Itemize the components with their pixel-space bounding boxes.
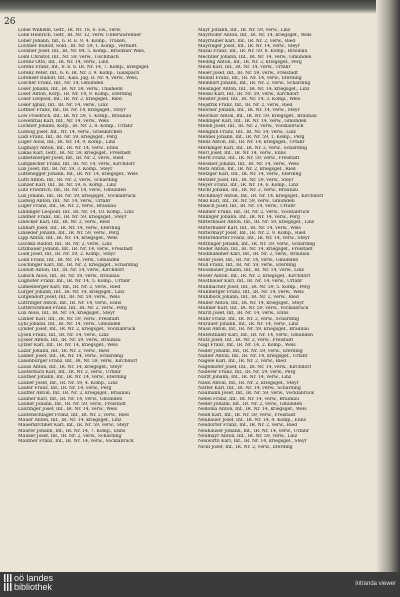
register-entry: Lochner Rudolf, Sold., IR. Nr. 59, 1. Komp., vermißt. [18,44,138,50]
register-entry: Lüftenegger Johann, Inf., IR. Nr. 14, kriegsgef., Wels [18,172,138,178]
register-entry: Müllner Karl, Inf., IR. Nr. 59, verw., Vöcklabruck [198,305,309,311]
register-entry: Mauerkirchner Karl, Inf., IR. Nr. 59, verw., Steyr [18,423,129,429]
register-entry: Mennel Johann, Inf., IR. Nr. 59, 1. Komp., Perg [198,134,305,140]
register-entry: Naumann Josef, Inf., IR. Nr. 59, verw., Vöcklabruck [198,391,315,397]
register-entry: Merkinger Karl, Inf., IR. Nr. 2, verw., Schärding [198,145,308,151]
register-entry: Laxner Josef, Inf., IR. Nr. 14, verw., Schärding [18,353,123,359]
register-entry: Nebel Franz, Inf., IR. Nr. 14, verw., Braunau [198,396,299,402]
register-entry: Mitterhuber Karl, Inf., IR. Nr. 14, verw., Wels [198,225,301,231]
register-entry: Litzlbauer Johann, Inf., IR. Nr. 14, verw., Freistadt [18,247,133,253]
register-entry: Lazar Johann, Inf., IR. Nr. 2, verw., Ried [18,348,109,354]
register-entry: Luxner Karl, Inf., IR. Nr. 59, verw., Freistadt [18,316,120,322]
register-entry: Linecker Karl, Inf., IR. Nr. 2, verw., Ried [18,220,110,226]
register-entry: Lüger Franz, Inf., IR. Nr. 2, verw., Braunau [18,204,117,210]
register-entry: Launer Johann, Inf., IR. Nr. 59, verw., Freistadt [18,402,126,408]
register-entry: Melcher Johann, Inf., IR. Nr. 14, verw., Steyr [198,108,300,114]
logo-bars-icon [4,583,12,591]
register-entry: Meister Josef, Inf., IR. Nr. 14, 3. Komp., Wels [198,97,301,103]
register-entry: Melchior Anton, Inf., IR. Nr. 59, kriegsgef., Braunau [198,113,317,119]
right-column [198,28,374,450]
logo-bars-icon [4,574,12,582]
register-entry: Loser Ignaz, Inf., IR. Nr. 14, verw., Linz [18,102,108,108]
register-entry: Mertl Franz, Inf., IR. Nr. 59, verw., Freistadt [198,156,300,162]
register-entry: Lughofer Franz, Inf., IR. Nr. 14, 5. Komp., Urfahr [18,279,131,285]
viewer-footer [0,572,400,597]
register-entry: Loser Anton, Korp., IR. Nr. 14, 9. Komp., Eferding [18,92,132,98]
register-entry: Meissl Karl, Inf., IR. Nr. 59, verw., Kirchdorf [198,92,299,98]
register-entry: Moder Anton, Inf., IR. Nr. 14, kriegsgef., Freistadt [198,247,313,253]
register-entry: Löw Friedrich, Inf., IR. Nr. 59, 1. Komp., Braunau [18,113,132,119]
register-entry: Müller Anton, Inf., IR. Nr. 14, kriegsgef., Steyr [198,300,305,306]
register-entry: Lipp Anton, Inf., IR. Nr. 14, kriegsgef., Wels [18,236,118,242]
register-entry: Naderer Franz, Inf., IR. Nr. 59, verw., Perg [198,370,296,375]
register-entry: Narzt Johann, Inf., IR. Nr. 14, verw., Linz [198,375,292,381]
register-entry: Ludwig Josef, Inf., Nr. 14, verw., Grieskirchen [18,129,122,135]
register-entry: Lybl Johann, Inf., IR. Nr. 14, verw., Gmunden [18,321,121,327]
register-entry: Millinger Johann, Inf., IR. Nr. 14, verw., Perg [198,215,300,221]
register-entry: Neuhauser Johann, Inf., IR. Nr. 14, verw., Urfahr [198,428,309,434]
page-gutter-shadow [376,0,400,572]
register-entry: Mürzl Josef, Inf., IR. Nr. 14, verw., Enns [198,311,289,317]
register-entry: Nagelhofer Josef, Inf., IR. Nr. 14, verw., Kirchdorf [198,364,312,370]
register-entry: Nagl Franz, Inf., IR. Nr. 14, 2. Komp., Wels [198,343,296,349]
register-entry: Lauringer Josef, Inf., IR. Nr. 14, verw., Wels [18,407,117,413]
register-entry: Lauss Anton, Inf., IR. Nr. 14, kriegsgef., Steyr [18,364,123,370]
register-entry: Löwenthal Karl, Inf., Nr. 14, verw., Wels [18,118,109,124]
page-number: 26 [4,17,16,27]
register-entry: Lockner Josef, Inf., IR. Nr. 84, 5. Komp., Bruckner Wels, [18,49,146,55]
register-entry: Lüttringer Anton, Inf., IR. Nr. 14, verw., Enns [18,300,122,306]
register-entry: Murauer Johann, Inf., IR. Nr. 14, verw., Linz [198,321,299,327]
register-entry: Nedoma Anton, Inf., IR. Nr. 14, kriegsgef., Wels [198,407,307,413]
register-entry: Neubauer Josef, Inf., IR. Nr. 14, 4. Komp., Enns [198,418,306,424]
register-entry: Lux Alois, Inf., IR. Nr. 14, kriegsgef., Steyr [18,311,115,317]
register-entry: Nadler Anton, Inf., IR. Nr. 14, kriegsgef., Urfahr [198,353,308,359]
register-entry: Loibl Christof, Inf., Nr. 59, verw., Tischlbach [18,54,119,60]
register-entry: Moser Anton, Inf., IR. Nr. 2, kriegsgef., Kirchdorf [198,273,311,279]
register-entry: Meidl Karl, Inf., IR. Nr. 14, verw., Urfahr [198,65,291,71]
register-entry: Neudorfer Franz, Inf., IR. Nr. 2, verw., Ried [198,423,298,429]
register-entry: Luger Alois, Inf., IR. Nr. 14, 9. Komp., Linz [18,140,116,146]
register-entry: Loidolt Anton, Inf., IR. Nr. 14, verw., Kirchdorf [18,268,124,274]
register-entry: Messner Johann, Inf., IR. Nr. 14, verw., Wels [198,161,299,167]
register-entry: Löscher Franz, Inf., Nr. 14, Gmunden [18,81,104,87]
library-logo[interactable] [4,574,53,592]
register-entry: Mechtler Johann, Inf., IR. Nr. 14, verw., Gmunden [198,54,312,60]
register-entry: Luckner Johann, Korp., IR. Nr. 2, 8. Komp., Urfahr [18,124,133,130]
register-entry: Mazal Franz, Inf., IR. Nr. 59, 8. Komp., Braunau [198,49,308,55]
register-entry: Lober Johann, Inf., 6. R. E. 9, 4. Komp., Traxen. [18,38,127,44]
register-entry: Mayrhofer Anton, Inf., IR. Nr. 14, kriegsgef., Wels [198,33,312,39]
register-entry: Miksch Josef, Inf., IR. Nr. 14, verw., Urfahr [198,204,296,210]
register-entry: Mikl Karl, Inf., IR. Nr. 59, verw., Gmunden [198,199,295,204]
register-entry: Mühlböck Johann, Inf., IR. Nr. 2, verw., Ried [198,295,299,301]
register-entry: Menghin Franz, Inf., IR. Nr. 14, verw., Linz [198,129,296,135]
register-entry: Mitterbauer Anton, Inf., IR. Nr. 59, kriegsgef., Linz [198,220,315,226]
register-entry: Lautenschlager Franz, Inf., IR. Nr. 2, verw., Ried [18,412,129,418]
register-entry: Lux Josef, Inf., IR. Nr. 59, 3. Komp., Steyr [18,166,113,172]
register-entry: Neder Johann, Inf., IR. Nr. 2, verw., Gmunden [198,402,303,408]
register-entry: Loibl Franz, Inf., IR. Nr. 14, verw., Gmunden [18,257,120,263]
register-entry: Moosbauer Johann, Inf., IR. Nr. 14, verw., Linz [198,268,304,274]
register-entry: Meier Josef, Inf., IR. Nr. 59, verw., Freistadt [198,70,298,76]
register-entry: Musil Anton, Inf., IR. Nr. 59, kriegsgef., Braunau [198,327,309,333]
register-entry: Nagele Karl, Inf., IR. Nr. 2, verw., Ried [198,359,286,365]
register-entry: Moll Franz, Inf., IR. Nr. 59, verw., Eferding [198,263,296,269]
register-entry: Mayringer Josef, Inf., IR. Nr. 14, verw., Steyr [198,44,300,50]
register-entry: Merl Josef, Inf., IR. Nr. 14, verw., Enns [198,150,286,156]
register-entry: Neuwirth Karl, Inf., IR. Nr. 14, kriegsgef., Steyr [198,439,307,445]
register-entry: Mejstrik Franz, Inf., IR. Nr. 2, verw., Ried [198,102,293,108]
register-entry: Laufer Franz, Inf., IR. Nr. 14, verw., Perg [18,386,112,392]
register-entry: Luksch Alois, Inf., IR. Nr. 59, verw., Braunau [18,273,120,279]
register-entry: Lukas Karl, Gefr., IR. Nr. 59, kriegsgef., Freistadt [18,150,131,156]
register-entry: Lütgendorf Josef, Inf., IR. Nr. 59, verw., Wels [18,295,120,301]
register-entry: Lauterbach Karl, Inf., IR. Nr. 2, verw., Urfahr [18,370,121,375]
register-entry: Loichinger Karl, Inf., IR. Nr. 2, kriegsgef., Schärding [18,263,138,269]
register-entry: Mendl Josef, Inf., IR. Nr. 2, verw., Vöcklabruck [198,124,304,130]
register-entry: Mildner Franz, Inf., IR. Nr. 2, verw., Vöcklabruck [198,209,310,215]
register-entry: Muhr Franz, Inf., IR. Nr. 2, verw., Schärding [198,316,300,322]
register-entry: Lautner Johann, Inf., IR. Nr. 14, verw., Eferding [18,375,127,381]
register-entry: Mellinger Karl, Inf., IR. Nr. 14, verw., Gmunden [198,118,307,124]
register-entry: Lobe Heinrich, Gefr., IR. Nr. 12, verw. Unterwarenner [18,33,142,39]
register-entry: Maurer Johann, Inf., IR. Nr. 14, 7. Komp., Enns [18,428,126,434]
register-entry: Lynder Josef, Inf., IR. Nr. 2, kriegsgef., Vöcklabruck [18,327,136,333]
register-entry: Nickl Josef, Inf., IR. Nr. 2, verw., Eferding [198,444,293,450]
register-entry: Mutz Josef, Inf., IR. Nr. 2, verw., Freistadt [198,337,294,343]
register-entry: Meindl Franz, Inf., IR. Nr. 14, verw., Eferding [198,76,302,82]
register-entry: Lauber Josef, Inf., IR. Nr. 59, 4. Komp., Linz [18,380,118,386]
register-entry: Lumesberger Karl, Inf., IR. Nr. 2, verw., Ried [18,284,121,290]
register-entry: Meinhart Johann, Inf., IR. Nr. 2, verw., Schärding [198,81,311,87]
register-entry: Meding Anton, Inf., IR. Nr. 2, kriegsgef., Perg [198,60,302,66]
page-fold-shadow [0,0,400,14]
register-entry: Lorenzer Rudolf, Inf., Kais. Jäg. R. Nr. 4, verw., Wels, [18,76,139,82]
register-entry: Metzler Josef, Inf., IR. Nr. 59, verw., Steyr [198,177,294,183]
register-entry: Mühlbacher Josef, Inf., IR. Nr. 59, 5. Komp., Perg [198,284,310,290]
register-entry: Lumetsberger Josef, Inf., IR. Nr. 2, verw., Ried [18,156,124,162]
logo-line-1: oö landes [14,573,54,583]
register-entry: Mitterndorfer Franz, Inf., IR. Nr. 14, verw., Steyr [198,236,310,242]
register-entry: Mayrhuber Karl, Inf., IR. Nr. 2, verw., Ried [198,38,296,44]
register-entry: Meisinger Anton, Inf., IR. Nr. 14, kriegsgef., Linz [198,86,310,92]
register-entry: Lüftl Anton, Inf., IR. Nr. 2, verw., Schärding [18,177,118,183]
register-entry: Metz Anton, Inf., IR. Nr. 2, kriegsgef., Ried [198,166,296,172]
register-entry: Laumer Karl, Inf., IR. Nr. 14, verw., Gmunden [18,396,123,402]
register-entry: Lorenz Peter, Inf., 6. 6. IR. Nr. 3, 9. Komp., Gallspach [18,70,140,76]
register-entry: Mayr Johann, Inf., IR. Nr. 59, verw., Linz [198,28,291,33]
register-entry: Lindinger Leopold, Inf., IR. Nr. 14, 10. Komp., Linz [18,209,134,215]
register-entry: Mittlinger Johann, Inf., IR. Nr. 59, verw., Schärding [198,241,316,247]
register-entry: Lutterschmied Franz, Inf., IR. Nr. 2, verw., Perg [18,305,127,311]
register-entry: Neidl Karl, Inf., IR. Nr. 59, verw., Freistadt [198,412,296,418]
register-entry: Nassl Anton, Inf., IR. Nr. 2, kriegsgef., Steyr [198,380,299,386]
register-entry: Lorenz Otto, Inf., IR. Nr. 14, verw., Linz. [18,60,110,66]
register-entry: Lutz Friedrich, Inf., IR. Nr. 14, verw., Gmunden [18,188,127,194]
register-entry: Mauser Josef, Inf., IR. Nr. 2, verw., Schärding [18,434,122,440]
register-entry: Mutenthaler Karl, Inf., IR. Nr. 14, verw., Gmunden [198,332,313,338]
register-entry: Lysek Franz, Inf., IR. Nr. 14, verw., Linz [18,332,109,338]
register-entry: Natter Karl, Inf., IR. Nr. 14, verw., Schärding [198,386,301,392]
register-entry: Michl Johann, Inf., IR. Nr. 2, verw., Braunau [198,188,299,194]
register-entry: Metzger Karl, Inf., IR. Nr. 14, verw., Eferding [198,172,302,178]
register-entry: Lindner Franz, Inf., IR. Nr. 59, kriegsgef., Steyr [18,215,127,221]
register-entry: Lysser Anton, Inf., IR. Nr. 59, verw., Braunau [18,337,121,343]
register-entry: Loser Johann, Inf., IR. Nr. 59, verw., Thalheim [18,86,123,92]
register-entry: Mittermayr Josef, Inf., IR. Nr. 2, 9. Komp., Ried [198,231,306,237]
register-entry: Lunzer Karl, Inf., IR. Nr. 59, 6. Komp., Linz [18,182,117,188]
register-entry: Neumayr Anton, Inf., IR. Nr. 59, verw., Linz [198,434,298,440]
register-entry: Lugmayr Anton, Inf., IR. Nr. 14, verw., Enns [18,145,119,151]
register-entry: Lurger Johann, Inf., IR. Nr. 14, kriegsgef., Linz [18,289,125,295]
register-entry: Linhart Josef, Inf., IR. Nr. 14, verw., Eferding [18,225,121,231]
register-entry: Lischka Rudolf, Inf., IR. Nr. 2, verw., Linz [18,241,112,247]
register-entry: Michlmayr Anton, Inf., IR. Nr. 14, kriegsgef., Kirchdorf [198,193,324,199]
register-entry: Linseder Johann, Inf., IR. Nr. 59, verw., Perg [18,231,120,237]
logo-line-2: bibliothek [14,582,53,592]
register-entry: Laxenburger Franz, Inf., IR. Nr. 59, verw., Kirchdorf [18,359,138,365]
register-entry: Lux Johann, Inf., IR. Nr. 59, kriegsgef., Vöcklabruck [18,193,136,199]
register-entry: Lauffer Anton, Inf., IR. Nr. 2, kriegsgef., Braunau [18,391,131,397]
register-entry: Loser Leopold, Inf., IR. Nr. 2, kriegsgef., Ried [18,97,122,103]
register-entry: Meyer Franz, Inf., IR. Nr. 14, 6. Komp., Linz [198,182,299,188]
register-entry: Ludl Franz, Inf., IR. Nr. 59, kriegsgef., Perg [18,134,118,140]
register-entry: Mostbauer Karl, Inf., IR. Nr. 14, verw., Urfahr [198,279,303,285]
register-entry: Loidl Josef, Inf., IR. Nr. 59, 2. Komp., Steyr [18,252,116,258]
viewer-label[interactable]: intranda viewer [355,581,396,587]
left-column [18,28,191,445]
register-entry: Lorenz Franz, Inf., 6. 6. 6. IR. Nr. 14, 7. Komp., kriegsgef. [18,65,150,71]
register-entry: Mautner Franz, Inf., IR. Nr. 14, verw., Vöcklabruck [18,439,134,445]
register-entry: Lytzer Karl, Inf., IR. Nr. 14, kriegsgef., Wels [18,343,118,349]
register-entry: Lüdwig Anton, Inf., Nr. 14, verw., Urfahr [18,199,111,204]
register-entry: Mauer Anton, Inf., IR. Nr. 14, kriegsgef., Linz [18,418,122,424]
register-entry: Nader Johann, Inf., IR. Nr. 59, verw., Eferding [198,348,303,354]
register-entry: Lumplecker Franz, Inf., IR. Nr. 14, verw., Kirchdorf [18,161,135,167]
register-entry: Menz Anton, Inf., IR. Nr. 14, kriegsgef., Urfahr [198,140,305,146]
register-entry: Mohr Josef, Inf., IR. Nr. 14, verw., Gmunden [198,257,299,263]
register-entry: Mödlhammer Karl, Inf., IR. Nr. 2, verw., Braunau [198,252,310,258]
register-entry: Lottner Franz, Inf., IR. Nr. 14, kriegsgef., Steyr [18,108,126,114]
register-entry: Löbel Wilhelm, Gefr., IR. Nr. 18, 6. Ew., verw. [18,28,122,33]
register-entry: Mühlberger Franz, Inf., IR. Nr. 14, verw., Wels [198,289,304,295]
